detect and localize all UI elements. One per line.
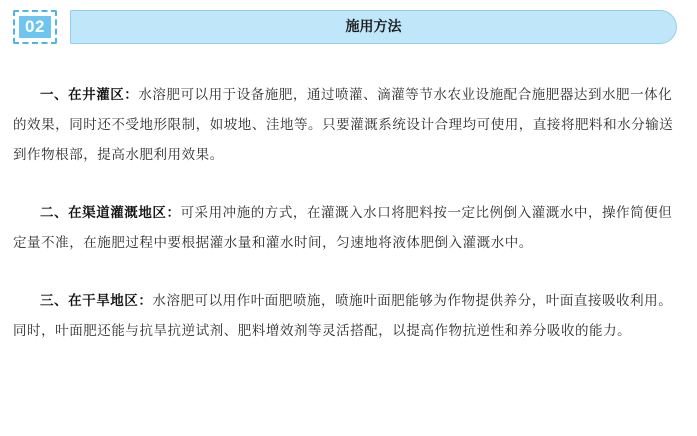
- paragraph-text: 可采用冲施的方式，在灌溉入水口将肥料按一定比例倒入灌溉水中，操作简便但定量不准，在施肥过程中要根据灌水量和灌水时间，匀速地将液体肥倒入灌溉水中。: [13, 205, 673, 251]
- section-number: 02: [19, 16, 51, 38]
- paragraph-well-irrigation: [13, 80, 677, 170]
- paragraph-text: 水溶肥可以用作叶面肥喷施，喷施叶面肥能够为作物提供养分，叶面直接吸收利用。同时，叶面肥还能与抗旱抗逆试剂、肥料增效剂等灵活搭配，以提高作物抗逆性和养分吸收的能力。: [13, 293, 673, 339]
- section-header: [13, 10, 679, 46]
- paragraph-text: 水溶肥可以用于设备施肥，通过喷灌、滴灌等节水农业设施配合施肥器达到水肥一体化的效果，同时还不受地形限制，如坡地、洼地等。只要灌溉系统设计合理均可使用，直接将肥料和水分输送到作物根部，提高水肥利用效果。: [13, 87, 674, 163]
- paragraph-lead: 三、在干旱地区：: [40, 293, 153, 309]
- paragraph-lead: 二、在渠道灌溉地区：: [40, 205, 181, 221]
- article-body: [13, 80, 677, 346]
- paragraph-arid-region: [13, 286, 677, 346]
- section-title-bar: [70, 10, 677, 44]
- section-title: 施用方法: [345, 19, 402, 35]
- paragraph-lead: 一、在井灌区：: [40, 87, 139, 103]
- section-number-badge: [13, 10, 57, 44]
- paragraph-canal-irrigation: [13, 198, 677, 258]
